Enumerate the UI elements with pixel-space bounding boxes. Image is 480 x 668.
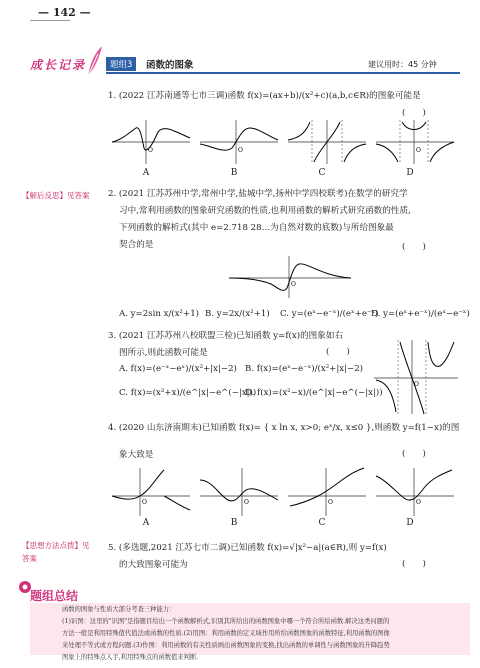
- q1-graph-c: [288, 120, 366, 164]
- q3-option-d: D. f(x)=(x²−x)/(e^|x|−e^(−|x|)): [245, 388, 383, 398]
- summary-line5: 图象上的特殊点入手,利用特殊点的函数值来判断.: [62, 654, 199, 661]
- time-hint: 建议用时：45 分钟: [368, 60, 437, 69]
- svg-text:O: O: [416, 499, 421, 506]
- q1-answer-paren: ( ): [402, 108, 426, 118]
- topic-title: 函数的图象: [146, 60, 194, 71]
- q4-line2: 象大致是: [119, 450, 154, 460]
- svg-text:O: O: [291, 281, 296, 288]
- q1-caption-d: D: [406, 168, 414, 178]
- q3-option-c: C. f(x)=(x²+x)/(e^|x|−e^(−|x|)): [119, 388, 257, 398]
- q2-line1: 2. (2021 江苏苏州中学,常州中学,盐城中学,扬州中学四校联考)在数学的研究学: [108, 189, 408, 199]
- q1-caption-a: A: [142, 168, 150, 178]
- brand-logo: 成长记录: [30, 58, 87, 72]
- q2-line4: 契合的是: [119, 240, 154, 250]
- q4-graph-a: [112, 468, 190, 516]
- page-number: — 142 —: [38, 6, 91, 19]
- svg-text:O: O: [238, 147, 243, 154]
- q2-line3: 下列函数的解析式(其中 e=2.718 28…为自然对数的底数)与所给图象最: [119, 223, 394, 233]
- q5-line2: 的大致图象可能为: [119, 560, 188, 570]
- method-note-cont: 答案: [22, 554, 37, 563]
- q5-line1: 5. (多选题,2021 江苏七市二调)已知函数 f(x)=√|x²−a|(a∈R),则 y=f(x): [108, 543, 387, 553]
- q4-caption-a: A: [142, 518, 150, 528]
- q2-option-d: D. y=(eˣ+e⁻ˣ)/(eˣ−e⁻ˣ): [371, 309, 470, 319]
- q1-stem: 1. (2022 江苏南通等七市三调)函数 f(x)=(ax+b)/(x²+c)(a,b,c∈R)的图象可能是: [108, 91, 421, 101]
- q1-graph-d: [376, 120, 454, 164]
- q3-line2: 图所示,则此函数可能是: [119, 348, 208, 358]
- q4-graphs: [110, 466, 460, 518]
- q4-graph-c: [288, 468, 366, 516]
- q3-option-b: B. f(x)=(eˣ−e⁻ˣ)/(x²+|x|−2): [245, 364, 364, 374]
- summary-line4: 来处理不等式或方程问题.(3)作图：利用函数的有关性质画出函数图象的变换,找出函数的单调性与函数图象的升降趋势: [62, 642, 390, 649]
- q2-option-a: A. y=2sin x/(x²+1): [119, 309, 200, 319]
- q4-caption-d: D: [406, 518, 414, 528]
- summary-line3: 方法一般是利用特殊值代值法或函数的性质.(2)用图：利用函数的定义域作用所给函数图象的函数特征,利用函数的图像: [62, 630, 390, 637]
- q1-caption-c: C: [318, 168, 326, 178]
- svg-text:O: O: [328, 499, 333, 506]
- q1-graph-a: [112, 120, 190, 164]
- summary-box: [30, 603, 470, 661]
- q2-answer-paren: ( ): [402, 242, 426, 252]
- svg-text:O: O: [148, 147, 153, 154]
- q4-graph-b: [200, 468, 278, 516]
- method-note: 【思想方法点拨】见: [22, 541, 90, 550]
- svg-text:O: O: [142, 499, 147, 506]
- q2-option-c: C. y=(eˣ−e⁻ˣ)/(eˣ+e⁻ˣ): [280, 309, 379, 319]
- reflection-note: 【解后反思】见答案: [22, 191, 90, 200]
- q5-answer-paren: ( ): [402, 559, 426, 569]
- svg-text:O: O: [416, 147, 421, 154]
- q3-graph: [372, 338, 460, 416]
- feather-icon: [84, 44, 106, 78]
- page-number-divider: [30, 20, 70, 21]
- q3-answer-paren: ( ): [326, 347, 350, 357]
- q2-line2: 习中,常利用函数的图象研究函数的性质,也利用函数的解析式研究函数的性质,: [119, 206, 411, 216]
- q2-option-b: B. y=2x/(x²+1): [205, 309, 270, 319]
- topic-label: 题组3: [106, 57, 136, 71]
- q2-graph: [225, 254, 355, 300]
- svg-text:O: O: [414, 381, 419, 388]
- q4-caption-b: B: [230, 518, 238, 528]
- q3-line1: 3. (2021 江苏苏州八校联盟三检)已知函数 y=f(x)的图象如右: [108, 331, 344, 341]
- q1-caption-b: B: [230, 168, 238, 178]
- q1-graph-b: [200, 120, 278, 164]
- q1-graphs: [110, 118, 460, 168]
- q4-line1: 4. (2020 山东济南期末)已知函数 f(x)= { x ln x, x>0; eˣ/x, x≤0 },则函数 y=f(1−x)的图: [108, 423, 460, 433]
- svg-text:O: O: [244, 499, 249, 506]
- q4-graph-d: [376, 468, 454, 516]
- summary-line1: 函数的图象与性质大部分考查三种能力：: [62, 606, 176, 613]
- q3-option-a: A. f(x)=(e⁻ˣ−eˣ)/(x²+|x|−2): [119, 364, 237, 374]
- summary-line2: (1)识图：这里的"识图"是指题目给出一个函数解析式,识别其所给出的函数图象中哪一个符合所给函数.解决这类问题的: [62, 618, 390, 625]
- q4-answer-paren: ( ): [402, 449, 426, 459]
- q4-caption-c: C: [318, 518, 326, 528]
- summary-title: 题组总结: [30, 589, 79, 603]
